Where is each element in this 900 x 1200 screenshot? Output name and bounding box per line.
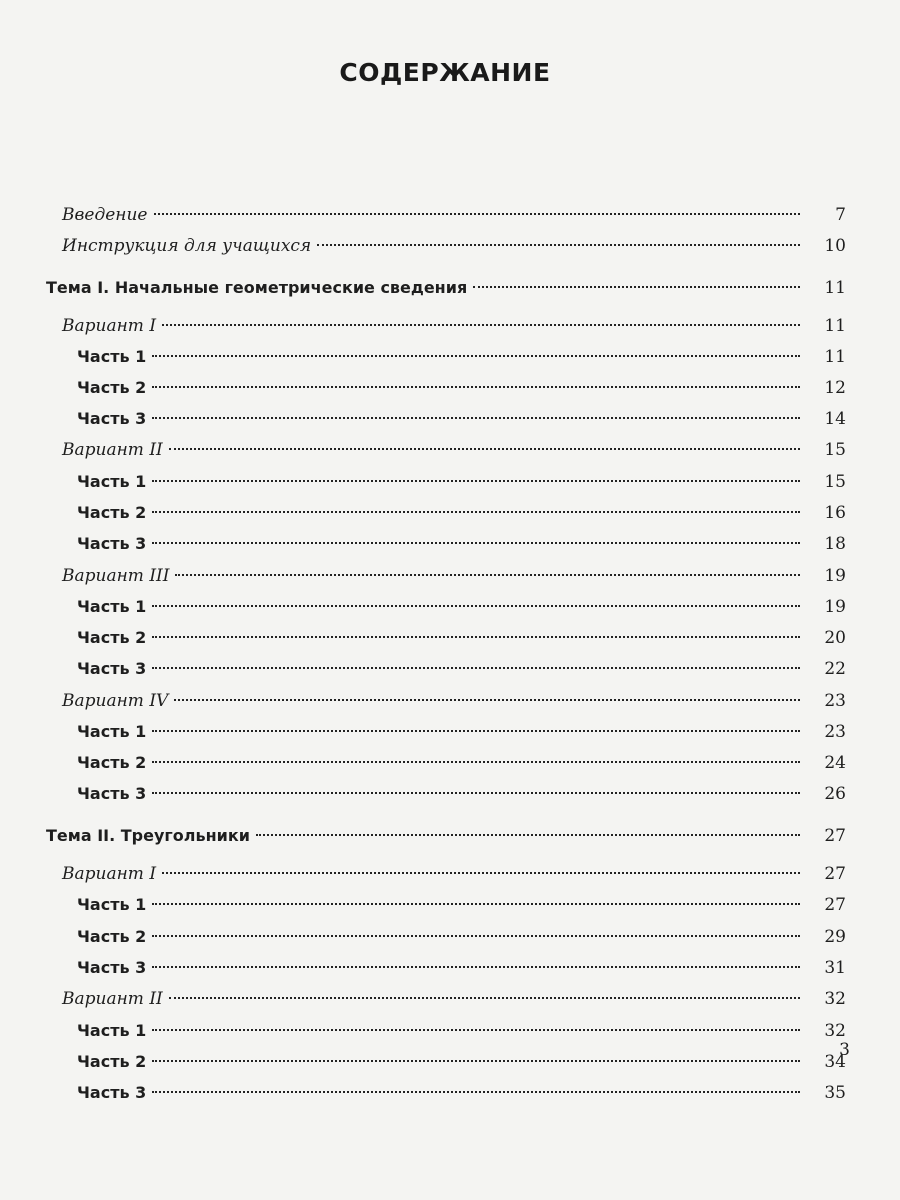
toc-entry-label: Часть 1	[77, 597, 147, 616]
dot-leader	[473, 286, 800, 288]
toc-entry-label: Вариант II	[62, 440, 163, 460]
table-of-contents	[0, 205, 900, 1103]
toc-entry-intro	[0, 231, 900, 261]
toc-entry-page-number: 7	[835, 205, 846, 225]
toc-entry-label: Часть 1	[77, 347, 147, 366]
dot-leader	[152, 480, 800, 482]
toc-entry-label: Часть 2	[77, 378, 147, 397]
toc-entry-label: Часть 2	[77, 927, 147, 946]
toc-entry-part	[0, 654, 900, 684]
dot-leader	[152, 636, 800, 638]
toc-entry-part	[0, 404, 900, 434]
toc-entry-label: Часть 1	[77, 472, 147, 491]
toc-entry-page-number: 26	[824, 784, 846, 804]
toc-entry-page-number: 11	[824, 278, 846, 298]
dot-leader	[169, 997, 800, 999]
toc-entry-label: Часть 2	[77, 503, 147, 522]
dot-leader	[152, 792, 800, 794]
toc-entry-part	[0, 717, 900, 747]
dot-leader	[162, 872, 800, 874]
toc-entry-page-number: 19	[824, 597, 846, 617]
dot-leader	[152, 903, 800, 905]
toc-entry-page-number: 11	[824, 347, 846, 367]
toc-entry-label: Тема I. Начальные геометрические сведения	[46, 278, 468, 297]
toc-entry-label: Часть 3	[77, 534, 147, 553]
dot-leader	[174, 699, 800, 701]
toc-entry-label: Часть 3	[77, 409, 147, 428]
toc-entry-intro	[0, 200, 900, 230]
dot-leader	[152, 511, 800, 513]
dot-leader	[152, 605, 800, 607]
toc-entry-page-number: 12	[824, 378, 846, 398]
dot-leader	[152, 386, 800, 388]
page-number: 3	[839, 1040, 850, 1060]
dot-leader	[152, 542, 800, 544]
toc-entry-page-number: 29	[824, 927, 846, 947]
toc-entry-label: Часть 2	[77, 753, 147, 772]
toc-entry-page-number: 11	[824, 316, 846, 336]
toc-entry-part	[0, 342, 900, 372]
dot-leader	[152, 1091, 800, 1093]
toc-entry-page-number: 23	[824, 691, 846, 711]
toc-entry-part	[0, 953, 900, 983]
dot-leader	[152, 417, 800, 419]
toc-entry-label: Часть 1	[77, 1021, 147, 1040]
toc-entry-page-number: 22	[824, 659, 846, 679]
toc-entry-part	[0, 373, 900, 403]
toc-entry-label: Часть 2	[77, 1052, 147, 1071]
toc-entry-theme	[0, 821, 900, 851]
toc-entry-part	[0, 748, 900, 778]
toc-entry-variant	[0, 435, 900, 465]
toc-entry-variant	[0, 984, 900, 1014]
toc-entry-label: Часть 1	[77, 722, 147, 741]
toc-entry-label: Часть 3	[77, 958, 147, 977]
toc-entry-label: Вариант I	[62, 316, 157, 336]
toc-entry-page-number: 20	[824, 628, 846, 648]
toc-entry-page-number: 15	[824, 440, 846, 460]
toc-entry-part	[0, 890, 900, 920]
toc-entry-part	[0, 498, 900, 528]
toc-entry-theme	[0, 273, 900, 303]
toc-entry-page-number: 15	[824, 472, 846, 492]
toc-entry-variant	[0, 311, 900, 341]
toc-entry-variant	[0, 561, 900, 591]
toc-entry-page-number: 14	[824, 409, 846, 429]
dot-leader	[162, 324, 800, 326]
toc-entry-label: Часть 1	[77, 895, 147, 914]
toc-entry-label: Вариант IV	[62, 691, 169, 711]
page-title: СОДЕРЖАНИЕ	[339, 58, 551, 87]
toc-entry-page-number: 27	[824, 864, 846, 884]
dot-leader	[175, 574, 800, 576]
dot-leader	[256, 834, 800, 836]
toc-entry-variant	[0, 686, 900, 716]
toc-entry-page-number: 24	[824, 753, 846, 773]
dot-leader	[152, 1060, 800, 1062]
toc-entry-page-number: 16	[824, 503, 846, 523]
toc-entry-label: Вариант III	[62, 566, 170, 586]
toc-entry-page-number: 31	[824, 958, 846, 978]
toc-entry-part	[0, 779, 900, 809]
toc-entry-part	[0, 529, 900, 559]
dot-leader	[152, 667, 800, 669]
toc-entry-label: Введение	[62, 205, 148, 225]
toc-entry-label: Часть 3	[77, 1083, 147, 1102]
toc-entry-part	[0, 1078, 900, 1108]
toc-entry-page-number: 27	[824, 895, 846, 915]
toc-entry-part	[0, 623, 900, 653]
dot-leader	[169, 448, 800, 450]
toc-entry-part	[0, 592, 900, 622]
toc-entry-label: Инструкция для учащихся	[62, 236, 312, 256]
toc-entry-label: Часть 3	[77, 659, 147, 678]
toc-entry-label: Тема II. Треугольники	[46, 826, 250, 845]
toc-entry-label: Часть 2	[77, 628, 147, 647]
toc-entry-page-number: 34	[824, 1052, 846, 1072]
toc-entry-page-number: 19	[824, 566, 846, 586]
dot-leader	[152, 355, 800, 357]
dot-leader	[152, 1029, 800, 1031]
toc-entry-page-number: 32	[824, 1021, 846, 1041]
toc-entry-part	[0, 467, 900, 497]
dot-leader	[317, 244, 800, 246]
dot-leader	[154, 213, 801, 215]
toc-entry-variant	[0, 859, 900, 889]
dot-leader	[152, 966, 800, 968]
toc-entry-label: Вариант II	[62, 989, 163, 1009]
toc-entry-part	[0, 922, 900, 952]
toc-entry-part	[0, 1047, 900, 1077]
toc-entry-page-number: 23	[824, 722, 846, 742]
dot-leader	[152, 935, 800, 937]
toc-entry-part	[0, 1016, 900, 1046]
toc-entry-page-number: 18	[824, 534, 846, 554]
toc-entry-page-number: 35	[824, 1083, 846, 1103]
dot-leader	[152, 730, 800, 732]
toc-entry-label: Вариант I	[62, 864, 157, 884]
toc-entry-page-number: 10	[824, 236, 846, 256]
toc-entry-label: Часть 3	[77, 784, 147, 803]
dot-leader	[152, 761, 800, 763]
toc-entry-page-number: 32	[824, 989, 846, 1009]
toc-entry-page-number: 27	[824, 826, 846, 846]
